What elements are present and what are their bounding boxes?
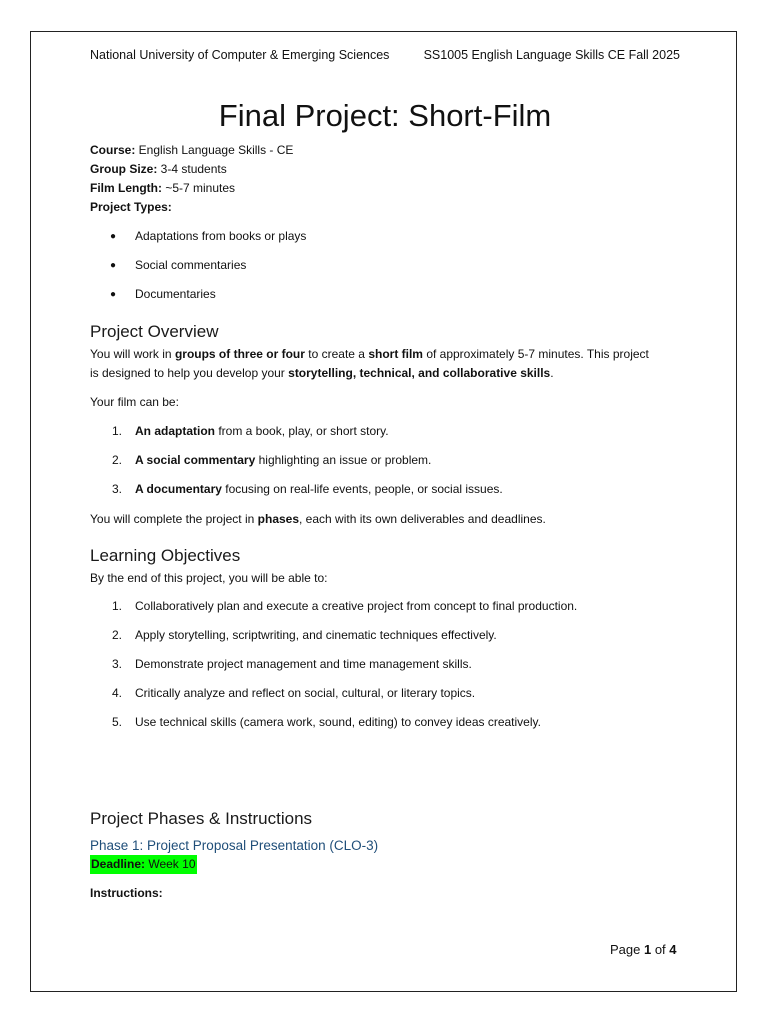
list-item [90, 422, 503, 451]
list-number: 2. [112, 628, 123, 642]
list-number: 3. [112, 482, 123, 496]
meta-course-label: Course: [90, 143, 136, 157]
page-footer [610, 940, 677, 959]
overview-heading: Project Overview [90, 322, 219, 341]
phases-paragraph [90, 510, 690, 529]
list-item [90, 713, 577, 742]
list-item-text: Demonstrate project management and time management skills. [135, 657, 472, 671]
list-item-text: Apply storytelling, scriptwriting, and cinematic techniques effectively. [135, 628, 497, 642]
meta-types-label: Project Types: [90, 200, 172, 214]
list-item-text: Adaptations from books or plays [135, 229, 307, 243]
text-run: You will work in [90, 347, 175, 361]
meta-course [90, 141, 293, 160]
footer-total-pages: 4 [669, 942, 677, 957]
deadline-value: Week 10 [145, 857, 196, 871]
list-item-text [135, 480, 503, 509]
objectives-list [90, 597, 577, 742]
footer-of-word: of [651, 942, 670, 957]
document-title: Final Project: Short-Film [218, 98, 552, 133]
meta-length-value: ~5-7 minutes [162, 181, 236, 195]
text-run-bold: An adaptation [135, 424, 215, 438]
text-run: focusing on real-life events, people, or social issues. [221, 482, 503, 496]
list-item-text: Use technical skills (camera work, sound, editing) to convey ideas creatively. [135, 715, 541, 729]
list-item [90, 626, 577, 655]
text-run: is designed to help you develop your [90, 366, 289, 380]
list-number: 3. [112, 657, 123, 671]
objectives-intro: By the end of this project, you will be able to: [90, 571, 328, 585]
bullet-icon: ● [110, 289, 117, 300]
list-item [90, 655, 577, 684]
list-item [90, 684, 577, 713]
film-types-list [90, 422, 503, 509]
text-run-bold: A social commentary [135, 453, 256, 467]
list-item-text: Documentaries [135, 287, 216, 301]
meta-project-types [90, 198, 293, 217]
list-item-text [135, 422, 389, 451]
list-item [90, 285, 306, 314]
list-item-text: Collaboratively plan and execute a creative project from concept to final production. [135, 599, 578, 613]
text-run-bold: A documentary [135, 482, 222, 496]
meta-group-label: Group Size: [90, 162, 158, 176]
project-types-list [90, 227, 306, 314]
bullet-icon: ● [110, 260, 117, 271]
deadline-label: Deadline: [91, 857, 146, 871]
phases-heading: Project Phases & Instructions [90, 809, 313, 828]
instructions-label [90, 884, 163, 903]
footer-current-page: 1 [643, 942, 652, 957]
list-number: 2. [112, 453, 123, 467]
deadline-highlight [90, 855, 197, 874]
list-item [90, 227, 306, 256]
text-run: You will complete the project in [90, 512, 258, 526]
meta-group-size [90, 160, 293, 179]
header-course-code: SS1005 English Language Skills CE Fall 2025 [423, 48, 680, 62]
list-item-text: Social commentaries [135, 258, 247, 272]
text-run-bold: storytelling, technical, and collaborative skills [288, 366, 551, 380]
list-item [90, 256, 306, 285]
film-can-be-text: Your film can be: [90, 395, 179, 409]
list-number: 1. [112, 599, 123, 613]
course-meta [90, 141, 293, 217]
meta-course-value: English Language Skills - CE [135, 143, 294, 157]
list-number: 1. [112, 424, 123, 438]
instructions-label-text: Instructions: [90, 886, 163, 900]
phase-1-heading: Phase 1: Project Proposal Presentation (CLO-3) [90, 838, 379, 853]
text-run: , each with its own deliverables and deadlines. [299, 512, 546, 526]
list-item-text: Critically analyze and reflect on social, cultural, or literary topics. [135, 686, 476, 700]
bullet-icon: ● [110, 231, 117, 242]
footer-page-word: Page [610, 942, 644, 957]
meta-film-length [90, 179, 293, 198]
meta-length-label: Film Length: [90, 181, 162, 195]
text-run: . [550, 366, 554, 380]
list-number: 4. [112, 686, 123, 700]
text-run: of approximately 5-7 minutes. This project [422, 347, 649, 361]
text-run-bold: short film [368, 347, 423, 361]
list-item [90, 451, 503, 480]
text-run: highlighting an issue or problem. [255, 453, 432, 467]
text-run: from a book, play, or short story. [215, 424, 389, 438]
overview-paragraph [90, 345, 690, 383]
list-item [90, 597, 577, 626]
list-number: 5. [112, 715, 123, 729]
list-item-text [135, 451, 431, 480]
list-item [90, 480, 503, 509]
header-university: National University of Computer & Emerging Sciences [90, 48, 390, 62]
page-header [90, 46, 680, 65]
text-run: to create a [304, 347, 369, 361]
objectives-heading: Learning Objectives [90, 546, 241, 565]
text-run-bold: groups of three or four [174, 347, 305, 361]
meta-group-value: 3-4 students [157, 162, 227, 176]
text-run-bold: phases [257, 512, 300, 526]
